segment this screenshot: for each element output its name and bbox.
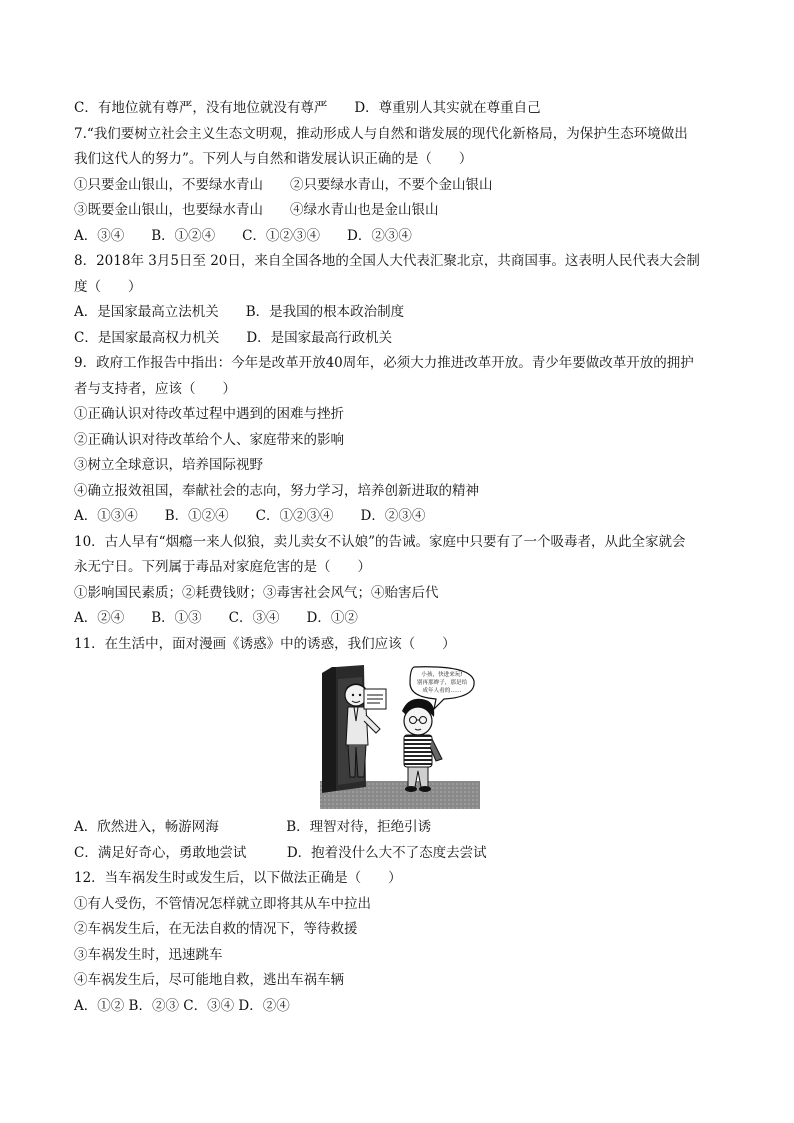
text-line: ②车祸发生后，在无法自救的情况下，等待救援 — [74, 921, 358, 937]
text-line: ①有人受伤，不管情况怎样就立即将其从车中拉出 — [74, 895, 371, 912]
text-line: A．是国家最高立法机关 B．是我国的根本政治制度 — [74, 304, 405, 320]
text-line: 我们这代人的努力”。下列人与自然和谐发展认识正确的是（ ） — [74, 151, 473, 167]
text-line: A．②④ B．①③ C．③④ D．①② — [74, 610, 358, 626]
text-line: A．③④ B．①②④ C．①②③④ D．②③④ — [74, 227, 412, 244]
text-line: ①正确认识对待改革过程中遇到的困难与挫折 — [74, 406, 344, 422]
text-line: A．欣然进入，畅游网海 B．理智对待，拒绝引诱 — [74, 819, 432, 835]
text-line: 9．政府工作报告中指出：今年是改革开放40周年，必须大力推进改革开放。青少年要做改革开放的拥护 — [74, 355, 694, 371]
text-line: 者与支持者，应该（ ） — [74, 380, 236, 397]
text-line: C．是国家最高权力机关 D．是国家最高行政机关 — [74, 329, 393, 346]
temptation-cartoon — [320, 663, 480, 809]
text-line: ④确立报效祖国，奉献社会的志向，努力学习，培养创新进取的精神 — [74, 482, 479, 499]
speech-text: 成年人看的…… — [422, 688, 462, 694]
text-line: ①只要金山银山，不要绿水青山 ②只要绿水青山，不要个金山银山 — [74, 176, 493, 193]
text-line: 8．2018年 3月5日至 20日，来自全国各地的全国人大代表汇聚北京，共商国事。这表明人民代表大会制 — [74, 253, 700, 269]
question-text-bottom — [74, 815, 724, 1019]
question-text-top — [74, 96, 724, 657]
text-line: ③既要金山银山，也要绿水青山 ④绿水青山也是金山银山 — [74, 202, 439, 218]
exam-page — [74, 96, 724, 1019]
text-line: C．有地位就有尊严，没有地位就没有尊严 D．尊重别人其实就在尊重自己 — [74, 100, 541, 116]
text-line: ②正确认识对待改革给个人、家庭带来的影响 — [74, 431, 344, 448]
text-line: 10．古人早有“烟瘾一来人似狼，卖儿卖女不认娘”的告诫。家庭中只要有了一个吸毒者，从此全家就会 — [74, 533, 686, 550]
text-line: 度（ ） — [74, 278, 142, 295]
text-line: 11．在生活中，面对漫画《诱惑》中的诱惑，我们应该（ ） — [74, 635, 456, 652]
text-line: 7.“我们要树立社会主义生态文明观，推动形成人与自然和谐发展的现代化新格局，为保护生态环境做出 — [74, 125, 688, 142]
text-line: A．①③④ B．①②④ C．①②③④ D．②③④ — [74, 508, 426, 524]
speech-text: 别再那辫子，那是给 — [416, 680, 468, 686]
text-line: 永无宁日。下列属于毒品对家庭危害的是（ ） — [74, 559, 371, 575]
text-line: ③树立全球意识，培养国际视野 — [74, 457, 263, 473]
speech-text: 小孩，快进来玩! — [421, 672, 463, 678]
text-line: ④车祸发生后，尽可能地自救，逃出车祸车辆 — [74, 972, 344, 988]
text-line: C．满足好奇心，勇敢地尝试 D．抱着没什么大不了态度去尝试 — [74, 844, 487, 861]
text-line: A．①② B．②③ C．③④ D．②④ — [74, 997, 290, 1014]
text-line: ③车祸发生时，迅速跳车 — [74, 946, 223, 963]
text-line: ①影响国民素质；②耗费钱财；③毒害社会风气；④贻害后代 — [74, 584, 439, 601]
text-line: 12．当车祸发生时或发生后，以下做法正确是（ ） — [74, 870, 402, 886]
